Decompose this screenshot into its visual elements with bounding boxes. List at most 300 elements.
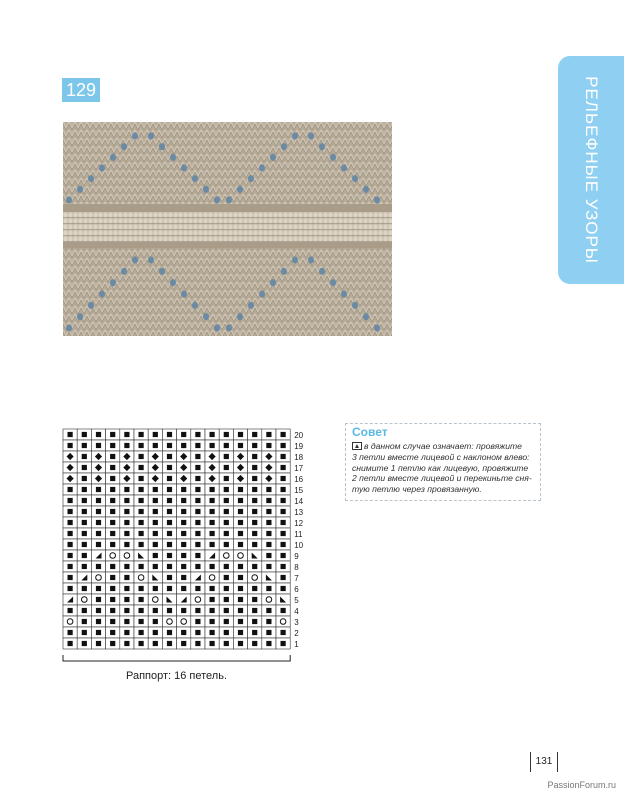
knit-stitch-mark	[96, 586, 101, 591]
knit-stitch-mark	[238, 443, 243, 448]
knit-stitch-mark	[153, 509, 158, 514]
knit-stitch-mark	[110, 564, 115, 569]
knit-stitch-mark	[224, 630, 229, 635]
knit-stitch-mark	[167, 498, 172, 503]
knit-stitch-mark	[252, 509, 257, 514]
knit-stitch-mark	[195, 564, 200, 569]
knit-stitch-mark	[167, 630, 172, 635]
knit-stitch-mark	[139, 608, 144, 613]
lace-hole	[363, 313, 369, 320]
lace-hole	[181, 290, 187, 297]
knit-stitch-mark	[139, 564, 144, 569]
row-number-label: 5	[294, 596, 299, 605]
knit-stitch-mark	[124, 619, 129, 624]
knit-stitch-mark	[238, 586, 243, 591]
row-number-label: 8	[294, 563, 299, 572]
chart-cell	[262, 594, 276, 605]
knit-stitch-mark	[210, 597, 215, 602]
knit-stitch-mark	[238, 597, 243, 602]
knit-stitch-mark	[139, 487, 144, 492]
knit-stitch-mark	[153, 531, 158, 536]
knit-stitch-mark	[224, 509, 229, 514]
knit-stitch-mark	[153, 432, 158, 437]
knit-stitch-mark	[124, 564, 129, 569]
knit-stitch-mark	[68, 498, 73, 503]
lace-hole	[88, 175, 94, 182]
lace-hole	[110, 279, 116, 286]
knit-stitch-mark	[167, 542, 172, 547]
knit-stitch-mark	[224, 531, 229, 536]
knit-stitch-mark	[139, 586, 144, 591]
knit-stitch-mark	[124, 520, 129, 525]
lace-hole	[248, 302, 254, 309]
knit-stitch-mark	[167, 564, 172, 569]
knit-stitch-mark	[195, 630, 200, 635]
knit-stitch-mark	[181, 432, 186, 437]
knit-stitch-mark	[139, 597, 144, 602]
knit-stitch-mark	[281, 443, 286, 448]
knit-stitch-mark	[124, 487, 129, 492]
lace-hole	[270, 154, 276, 161]
lace-hole	[88, 302, 94, 309]
row-number-label: 9	[294, 552, 299, 561]
row-number-label: 19	[294, 442, 304, 451]
knit-stitch-mark	[252, 630, 257, 635]
knit-stitch-mark	[110, 630, 115, 635]
knit-stitch-mark	[96, 520, 101, 525]
knit-stitch-mark	[153, 520, 158, 525]
knit-stitch-mark	[110, 619, 115, 624]
knit-stitch-mark	[238, 520, 243, 525]
lace-hole	[110, 154, 116, 161]
knit-stitch-mark	[139, 432, 144, 437]
knit-stitch-mark	[139, 443, 144, 448]
lace-hole	[319, 268, 325, 275]
knit-stitch-mark	[252, 542, 257, 547]
knit-stitch-mark	[181, 608, 186, 613]
knit-stitch-mark	[96, 509, 101, 514]
knit-stitch-mark	[110, 586, 115, 591]
lace-hole	[77, 313, 83, 320]
knit-stitch-mark	[195, 542, 200, 547]
knit-stitch-mark	[210, 619, 215, 624]
lace-hole	[132, 256, 138, 263]
knit-stitch-mark	[195, 586, 200, 591]
knitted-sample-image	[63, 122, 392, 336]
knit-stitch-mark	[110, 597, 115, 602]
knit-stitch-mark	[139, 498, 144, 503]
knit-stitch-mark	[281, 454, 286, 459]
knit-stitch-mark	[96, 630, 101, 635]
knit-stitch-mark	[266, 564, 271, 569]
knit-stitch-mark	[82, 553, 87, 558]
knit-stitch-mark	[224, 432, 229, 437]
knit-stitch-mark	[139, 520, 144, 525]
knit-stitch-mark	[124, 531, 129, 536]
knit-stitch-mark	[210, 586, 215, 591]
chart-cell	[233, 550, 247, 561]
lace-hole	[148, 132, 154, 139]
knit-stitch-mark	[252, 487, 257, 492]
knit-stitch-mark	[195, 443, 200, 448]
knit-stitch-mark	[110, 520, 115, 525]
lace-hole	[99, 164, 105, 171]
knit-stitch-mark	[266, 619, 271, 624]
knit-stitch-mark	[252, 498, 257, 503]
knit-stitch-mark	[238, 498, 243, 503]
tip-title: Совет	[352, 425, 388, 439]
knit-stitch-mark	[110, 465, 115, 470]
knit-stitch-mark	[281, 520, 286, 525]
lace-hole	[363, 186, 369, 193]
knit-stitch-mark	[124, 630, 129, 635]
chart-cell	[162, 616, 176, 627]
lace-hole	[248, 175, 254, 182]
knit-stitch-mark	[82, 608, 87, 613]
knit-stitch-mark	[252, 564, 257, 569]
knit-stitch-mark	[82, 498, 87, 503]
knit-stitch-mark	[68, 542, 73, 547]
knit-stitch-mark	[124, 498, 129, 503]
knit-stitch-mark	[110, 487, 115, 492]
knit-stitch-mark	[266, 630, 271, 635]
knit-stitch-mark	[96, 432, 101, 437]
knit-stitch-mark	[252, 520, 257, 525]
lace-hole	[132, 132, 138, 139]
knit-stitch-mark	[139, 619, 144, 624]
knit-stitch-mark	[110, 542, 115, 547]
knit-stitch-mark	[96, 619, 101, 624]
knit-stitch-mark	[124, 432, 129, 437]
knit-stitch-mark	[181, 487, 186, 492]
chart-cell	[276, 616, 290, 627]
knit-stitch-mark	[195, 487, 200, 492]
tip-box	[345, 423, 541, 501]
lace-hole	[330, 154, 336, 161]
knit-stitch-mark	[210, 542, 215, 547]
knit-stitch-mark	[266, 553, 271, 558]
knit-stitch-mark	[68, 487, 73, 492]
lace-hole	[121, 143, 127, 150]
knit-stitch-mark	[266, 498, 271, 503]
knit-stitch-mark	[252, 476, 257, 481]
knit-stitch-mark	[110, 498, 115, 503]
knit-stitch-mark	[195, 531, 200, 536]
knit-stitch-mark	[238, 509, 243, 514]
knit-stitch-mark	[181, 509, 186, 514]
knit-stitch-mark	[153, 553, 158, 558]
row-number-label: 20	[294, 431, 304, 440]
knit-stitch-mark	[181, 586, 186, 591]
knit-stitch-mark	[68, 432, 73, 437]
knit-stitch-mark	[238, 432, 243, 437]
knit-stitch-mark	[266, 520, 271, 525]
knit-stitch-mark	[82, 487, 87, 492]
knit-stitch-mark	[68, 641, 73, 646]
knit-stitch-mark	[153, 619, 158, 624]
knitting-chart	[63, 429, 308, 659]
knit-stitch-mark	[153, 564, 158, 569]
knit-stitch-mark	[210, 498, 215, 503]
knit-stitch-mark	[281, 553, 286, 558]
tip-line-5: тую петлю через провязанную.	[352, 484, 482, 495]
knit-stitch-mark	[139, 465, 144, 470]
lace-hole	[237, 186, 243, 193]
lace-hole	[170, 279, 176, 286]
row-number-label: 6	[294, 585, 299, 594]
knit-stitch-mark	[82, 641, 87, 646]
knit-stitch-mark	[195, 432, 200, 437]
knit-stitch-mark	[110, 575, 115, 580]
knit-stitch-mark	[153, 498, 158, 503]
lace-hole	[352, 302, 358, 309]
lace-hole	[374, 324, 380, 331]
knit-stitch-mark	[96, 597, 101, 602]
lace-hole	[99, 290, 105, 297]
knitted-sample-photo	[63, 122, 392, 336]
knit-stitch-mark	[167, 553, 172, 558]
knit-stitch-mark	[224, 619, 229, 624]
knit-stitch-mark	[82, 520, 87, 525]
lace-hole	[259, 164, 265, 171]
knit-stitch-mark	[224, 520, 229, 525]
knit-stitch-mark	[238, 575, 243, 580]
knit-stitch-mark	[281, 542, 286, 547]
knit-stitch-mark	[224, 586, 229, 591]
tip-line-3: снимите 1 петлю как лицевую, провяжите	[352, 462, 529, 473]
knit-stitch-mark	[252, 608, 257, 613]
knit-stitch-mark	[124, 608, 129, 613]
knit-stitch-mark	[281, 608, 286, 613]
lace-hole	[374, 196, 380, 203]
row-number-label: 12	[294, 519, 304, 528]
section-tab-label: РЕЛЬЕФНЫЕ УЗОРЫ	[582, 76, 601, 264]
knit-stitch-mark	[68, 564, 73, 569]
knit-stitch-mark	[96, 498, 101, 503]
row-number-label: 18	[294, 453, 304, 462]
knit-stitch-mark	[139, 509, 144, 514]
knit-stitch-mark	[252, 443, 257, 448]
row-number-label: 11	[294, 530, 303, 539]
lace-hole	[341, 290, 347, 297]
row-number-label: 17	[294, 464, 304, 473]
knit-stitch-mark	[281, 564, 286, 569]
lace-hole	[203, 313, 209, 320]
lace-hole	[181, 164, 187, 171]
knit-stitch-mark	[224, 454, 229, 459]
knit-stitch-mark	[266, 509, 271, 514]
knit-stitch-mark	[210, 608, 215, 613]
row-number-label: 4	[294, 607, 299, 616]
knit-stitch-mark	[96, 542, 101, 547]
knit-stitch-mark	[238, 564, 243, 569]
lace-hole	[308, 132, 314, 139]
knit-stitch-mark	[124, 443, 129, 448]
knit-stitch-mark	[153, 641, 158, 646]
chart-cell	[77, 594, 91, 605]
knit-stitch-mark	[96, 443, 101, 448]
knit-stitch-mark	[181, 443, 186, 448]
row-number-label: 1	[294, 640, 299, 649]
knit-stitch-mark	[210, 630, 215, 635]
knit-stitch-mark	[167, 487, 172, 492]
chart-cell	[177, 616, 191, 627]
knit-stitch-mark	[195, 608, 200, 613]
row-number-label: 3	[294, 618, 299, 627]
knit-stitch-mark	[153, 443, 158, 448]
knit-stitch-mark	[153, 542, 158, 547]
knit-stitch-mark	[195, 498, 200, 503]
knit-stitch-mark	[153, 487, 158, 492]
knit-stitch-mark	[68, 443, 73, 448]
knit-stitch-mark	[210, 520, 215, 525]
knit-stitch-mark	[238, 542, 243, 547]
knit-stitch-mark	[210, 564, 215, 569]
knit-stitch-mark	[124, 542, 129, 547]
row-number-label: 16	[294, 475, 304, 484]
tip-line-2: 3 петли вместе лицевой с наклоном влево:	[352, 451, 530, 462]
tip-text	[352, 441, 540, 495]
knit-stitch-mark	[281, 498, 286, 503]
lace-hole	[226, 324, 232, 331]
knit-stitch-mark	[224, 476, 229, 481]
knit-stitch-mark	[195, 454, 200, 459]
lace-hole	[121, 268, 127, 275]
lace-hole	[319, 143, 325, 150]
knit-stitch-mark	[124, 597, 129, 602]
knit-stitch-mark	[181, 575, 186, 580]
knit-stitch-mark	[252, 619, 257, 624]
knit-stitch-mark	[68, 608, 73, 613]
knit-stitch-mark	[68, 509, 73, 514]
knit-stitch-mark	[167, 476, 172, 481]
knit-stitch-mark	[167, 641, 172, 646]
knit-stitch-mark	[167, 465, 172, 470]
lace-hole	[292, 256, 298, 263]
knit-stitch-mark	[266, 641, 271, 646]
lace-hole	[214, 324, 220, 331]
knit-stitch-mark	[224, 443, 229, 448]
lace-hole	[226, 196, 232, 203]
knit-stitch-mark	[224, 465, 229, 470]
chart-cell	[148, 594, 162, 605]
chart-cell	[120, 550, 134, 561]
knit-stitch-mark	[266, 443, 271, 448]
knit-stitch-mark	[110, 454, 115, 459]
lace-hole	[159, 143, 165, 150]
knit-stitch-mark	[68, 586, 73, 591]
lace-hole	[192, 302, 198, 309]
knit-stitch-mark	[153, 586, 158, 591]
row-number-label: 10	[294, 541, 304, 550]
knit-stitch-mark	[139, 531, 144, 536]
knit-stitch-mark	[96, 608, 101, 613]
chart-cell	[205, 572, 219, 583]
knit-stitch-mark	[139, 641, 144, 646]
knitting-chart-grid	[63, 429, 308, 659]
knit-stitch-mark	[68, 630, 73, 635]
knit-stitch-mark	[266, 542, 271, 547]
knit-stitch-mark	[181, 542, 186, 547]
knit-stitch-mark	[224, 608, 229, 613]
knit-stitch-mark	[167, 509, 172, 514]
knit-stitch-mark	[167, 432, 172, 437]
knit-stitch-mark	[281, 531, 286, 536]
pattern-number-badge: 129	[62, 78, 100, 102]
watermark: PassionForum.ru	[547, 780, 616, 790]
lace-hole	[192, 175, 198, 182]
knit-stitch-mark	[82, 542, 87, 547]
knit-stitch-mark	[195, 465, 200, 470]
chart-cell	[191, 594, 205, 605]
knit-stitch-mark	[224, 542, 229, 547]
knit-stitch-mark	[195, 520, 200, 525]
chart-cell	[63, 616, 77, 627]
knit-stitch-mark	[195, 476, 200, 481]
knit-stitch-mark	[68, 520, 73, 525]
knit-stitch-mark	[82, 443, 87, 448]
lace-hole	[77, 186, 83, 193]
knit-stitch-mark	[110, 509, 115, 514]
knit-stitch-mark	[139, 476, 144, 481]
knit-stitch-mark	[281, 476, 286, 481]
knit-stitch-mark	[82, 619, 87, 624]
knit-stitch-mark	[139, 542, 144, 547]
knit-stitch-mark	[238, 531, 243, 536]
lace-hole	[352, 175, 358, 182]
knit-stitch-mark	[252, 597, 257, 602]
knit-stitch-mark	[266, 432, 271, 437]
chart-cell	[91, 572, 105, 583]
knit-stitch-mark	[82, 476, 87, 481]
row-number-label: 13	[294, 508, 304, 517]
lace-hole	[270, 279, 276, 286]
tip-line-4: 2 петли вместе лицевой и перекиньте сня-	[352, 473, 532, 484]
knit-stitch-mark	[110, 608, 115, 613]
knit-stitch-mark	[252, 641, 257, 646]
knit-stitch-mark	[82, 465, 87, 470]
chart-cell	[248, 572, 262, 583]
knit-stitch-mark	[238, 608, 243, 613]
knit-stitch-mark	[181, 498, 186, 503]
knit-stitch-mark	[210, 487, 215, 492]
knit-stitch-mark	[167, 520, 172, 525]
knit-stitch-mark	[82, 454, 87, 459]
knit-stitch-mark	[153, 608, 158, 613]
knit-stitch-mark	[281, 630, 286, 635]
knit-stitch-mark	[281, 487, 286, 492]
chart-cell	[219, 550, 233, 561]
knit-stitch-mark	[252, 531, 257, 536]
lace-hole	[281, 143, 287, 150]
knit-stitch-mark	[210, 641, 215, 646]
knit-stitch-mark	[181, 564, 186, 569]
knit-stitch-mark	[252, 465, 257, 470]
knit-stitch-mark	[181, 641, 186, 646]
knit-stitch-mark	[238, 630, 243, 635]
row-number-label: 15	[294, 486, 304, 495]
lace-hole	[259, 290, 265, 297]
knit-stitch-mark	[224, 641, 229, 646]
lace-hole	[170, 154, 176, 161]
knit-stitch-mark	[82, 586, 87, 591]
chart-cell	[134, 550, 148, 561]
lace-hole	[237, 313, 243, 320]
lace-hole	[214, 196, 220, 203]
lace-hole	[148, 256, 154, 263]
lace-hole	[341, 164, 347, 171]
knit-stitch-mark	[68, 575, 73, 580]
